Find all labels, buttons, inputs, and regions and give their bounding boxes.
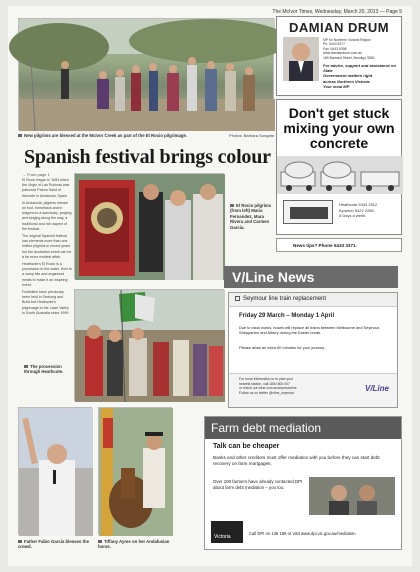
concrete-trucks-image bbox=[277, 156, 403, 194]
vline-body: Due to track works, buses will replace all trains between Melbourne and Seymour, Shepparton and Albury during the Easter break. bbox=[239, 325, 380, 336]
masthead: The McIvor Times, Wednesday, March 20, 2013 — Page 5 bbox=[272, 9, 402, 15]
horse-caption: Tiffany Ayres on her Andalusian horse. bbox=[98, 539, 170, 550]
ad-details: MP for Northern Victoria Region Ph: 5443 6377 Fax: 5443 6398 www.damiandrum.com.au 189 Barnard Street, Bendigo 3550 bbox=[323, 38, 375, 60]
train-icon bbox=[235, 296, 240, 301]
vline-notice-title-bar: Seymour line train replacement bbox=[229, 293, 397, 307]
article-paragraph: The original Spanish festival has elements more than one million pilgrims in recent years but the Australian event can be a far more modest affair. bbox=[22, 234, 72, 259]
farm-title: Farm debt mediation bbox=[205, 417, 401, 439]
pilgrims-image bbox=[75, 174, 225, 280]
ad-slogan: For advice, support and assistance on State Government matters right across Northern Victoria. Your local MP. bbox=[323, 63, 396, 89]
concrete-logo bbox=[283, 200, 333, 224]
vline-dates: Friday 29 March – Monday 1 April bbox=[239, 313, 335, 319]
top-photo bbox=[18, 18, 274, 130]
article-body bbox=[22, 178, 72, 315]
procession-image bbox=[75, 290, 225, 402]
concrete-contact: Heathcote 5433 2512 Kyneton 5422 2266 6 Days a week bbox=[339, 202, 378, 219]
vline-logo: V/Line bbox=[364, 384, 389, 393]
concrete-ad bbox=[276, 99, 402, 235]
horse-image bbox=[99, 408, 173, 536]
procession-caption: The procession through Heathcote. bbox=[24, 364, 64, 375]
priest-photo bbox=[18, 407, 92, 535]
headline: Spanish festival brings colour bbox=[24, 146, 271, 168]
farm-para1: Banks and other creditors must offer mediation with you before they can start debt recovery on farm mortgages. bbox=[213, 455, 380, 467]
top-photo-image bbox=[19, 19, 275, 131]
article-paragraph: Heathcote's El Rocio is a procession to the water, then to a camp site and organised meals to make it an inspiring event. bbox=[22, 262, 72, 287]
farm-subtitle: Talk can be cheaper bbox=[213, 443, 280, 450]
victoria-logo: Victoria bbox=[211, 521, 243, 543]
photo-credit: Photos: Barbara Sungate bbox=[229, 133, 274, 138]
farm-para2: Over 100 farmers have already contacted DPI about farm debt mediation – you too. bbox=[213, 479, 303, 490]
news-tips-box: News tips? Phone 5433 3371. bbox=[276, 238, 402, 252]
procession-photo bbox=[74, 289, 224, 401]
farm-photo bbox=[309, 477, 395, 515]
vline-advice: Please allow an extra 60 minutes for your journey. bbox=[239, 345, 325, 350]
pilgrims-photo bbox=[74, 173, 224, 279]
vline-footer: For more information or to plan your nearest station, call 1800 800 007 or check out vline.com.au/seymourline Follow us on twitter @vline_seymour V/Line bbox=[229, 373, 397, 407]
horse-photo bbox=[98, 407, 172, 535]
vline-news-header: V/Line News bbox=[224, 266, 398, 288]
article-paragraph: El Rocio began in 1653 when the Virgin of Las Rocinas was patroned Patron Saint of Almonte in Andalusia, Spain. bbox=[22, 178, 70, 198]
camera-icon bbox=[18, 540, 22, 543]
farm-debt-ad bbox=[204, 416, 402, 550]
ad-name: DAMIAN DRUM bbox=[277, 17, 401, 35]
article-dateline: → From page 1 bbox=[22, 172, 50, 177]
article-paragraph: Festivities have previously been held in Geelong and Bulla but Heathcote's pilgrimage to the Lawn Valley in South Australia since 1999. bbox=[22, 290, 70, 315]
vline-notice bbox=[228, 292, 398, 408]
camera-icon bbox=[24, 365, 28, 368]
top-photo-caption: New pilgrims are blessed at the McIvor Creek as part of the El Rocio pilgrimage. bbox=[18, 133, 208, 138]
politician-portrait bbox=[283, 37, 319, 81]
camera-icon bbox=[230, 204, 234, 207]
priest-image bbox=[19, 408, 93, 536]
pilgrims-caption: El Rocio pilgrims (from left) Maria Fernandez, Mara Rivera and Carmen Garcia. bbox=[230, 203, 272, 230]
camera-icon bbox=[98, 540, 102, 543]
priest-caption: Father Fabio Garcia blesses the crowd. bbox=[18, 539, 89, 550]
damian-drum-ad bbox=[276, 16, 402, 96]
camera-icon bbox=[18, 134, 22, 137]
article-paragraph: In Andalusia, pilgrims stream on foot, horseback and in wagons to a sanctuary, praying and singing along the way, a traditional and rich aspect of the festival. bbox=[22, 200, 72, 231]
newspaper-page bbox=[8, 6, 412, 566]
concrete-headline: Don't get stuck mixing your own concrete bbox=[283, 105, 395, 151]
farm-footer: Call DPI on 136 186 or visit www.dpi.vic.gov.au/mediation bbox=[249, 531, 356, 536]
